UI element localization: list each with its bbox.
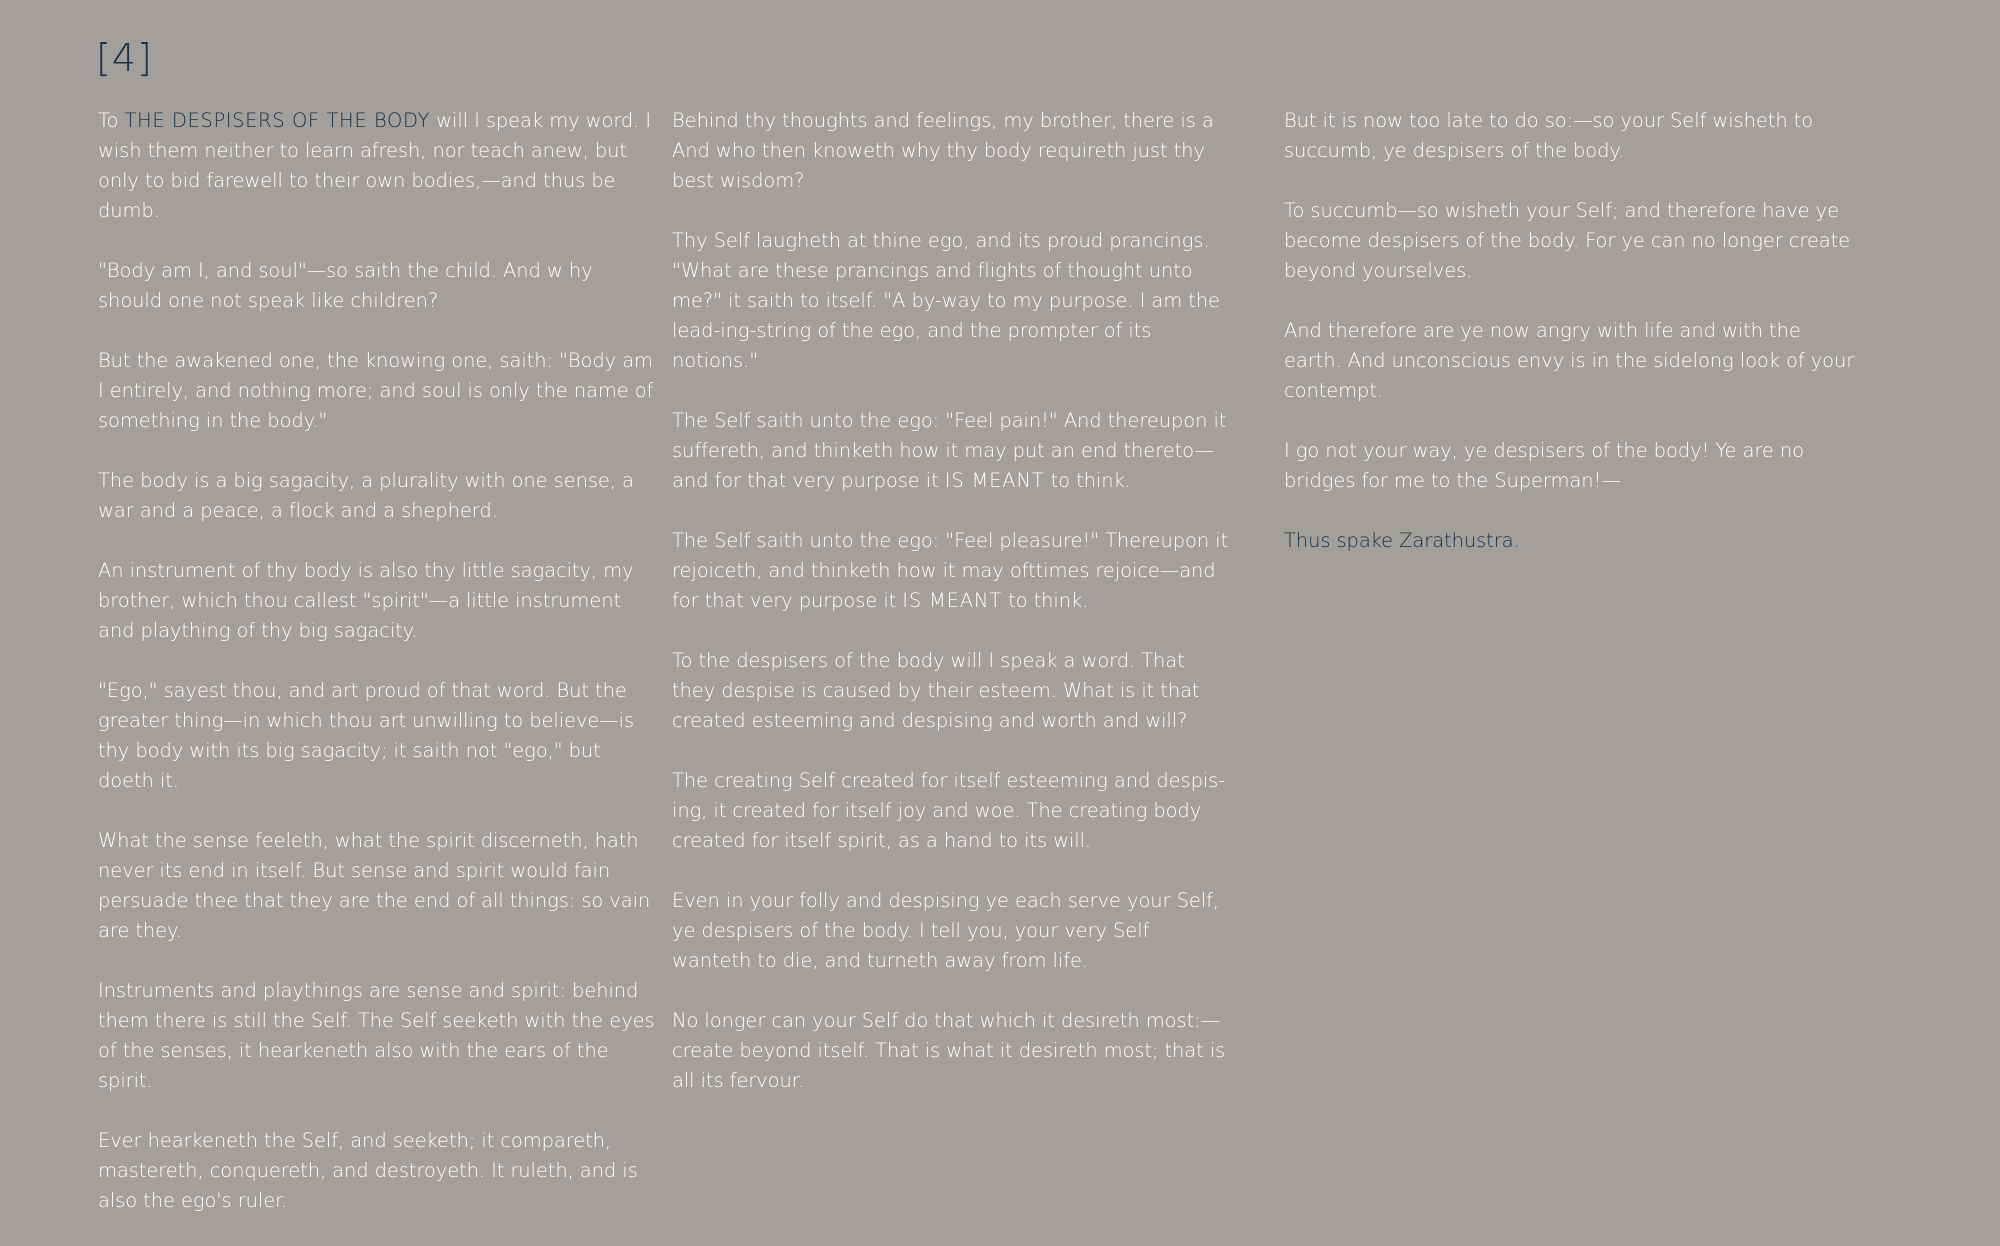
paragraph: The creating Self created for itself esteeming and despis-ing, it created for itself joy and woe. The creating body created for itself spirit, as a hand to its will. [672, 769, 1226, 852]
paragraph-text: to think. [1044, 469, 1131, 492]
paragraph-text: will I speak my word. I wish them neither to learn afresh, nor teach anew, but only to bid farewell to their own bodies,—and thus be dumb. [98, 109, 652, 222]
paragraph: But it is now too late to do so:—so your Self wisheth to succumb, ye despisers of the body. [1284, 109, 1814, 162]
chapter-title-highlight: THE DESPISERS OF THE BODY [124, 109, 431, 132]
emphasis-text: IS MEANT [902, 589, 1003, 612]
paragraph-text: The Self saith unto the ego: "Feel pain!" And thereupon it suffereth, and thinketh how it may put an end thereto—and for that very purpose it [672, 409, 1227, 492]
paragraph-text: The Self saith unto the ego: "Feel pleasure!" Thereupon it rejoiceth, and thinketh how it may ofttimes rejoice—and for that very purpose it [672, 529, 1229, 612]
paragraph: "Body am I, and soul"—so saith the child. And w hy should one not speak like children? [98, 259, 593, 312]
paragraph: Ever hearkeneth the Self, and seeketh; it compareth, mastereth, conquereth, and destroyeth. It ruleth, and is also the ego's ruler. [98, 1129, 638, 1212]
paragraph [672, 406, 1232, 496]
paragraph-text: to think. [1002, 589, 1089, 612]
closing-signature: Thus spake Zarathustra. [1284, 529, 1520, 552]
page-number: [4] [96, 36, 153, 80]
paragraph: What the sense feeleth, what the spirit discerneth, hath never its end in itself. But sense and spirit would fain persuade thee that they are the end of all things: so vain are they. [98, 829, 651, 942]
paragraph [672, 526, 1232, 616]
paragraph: An instrument of thy body is also thy little sagacity, my brother, which thou callest "spirit"—a little instrument and plaything of thy big sagacity. [98, 559, 634, 642]
paragraph: I go not your way, ye despisers of the body! Ye are no bridges for me to the Superman!— [1284, 439, 1804, 492]
emphasis-text: IS MEANT [944, 469, 1045, 492]
paragraph: The body is a big sagacity, a plurality with one sense, a war and a peace, a flock and a shepherd. [98, 469, 634, 522]
text-column-1 [98, 106, 658, 1246]
paragraph: "Ego," sayest thou, and art proud of that word. But the greater thing—in which thou art unwilling to believe—is thy body with its big sagacity; it saith not "ego," but doeth it. [98, 679, 635, 792]
paragraph: Behind thy thoughts and feelings, my brother, there is a And who then knoweth why thy body requireth just thy best wisdom? [672, 109, 1214, 192]
paragraph: And therefore are ye now angry with life and with the earth. And unconscious envy is in the sidelong look of your contempt. [1284, 319, 1855, 402]
paragraph [98, 106, 658, 226]
paragraph: Even in your folly and despising ye each serve your Self, ye despisers of the body. I tell you, your very Self wanteth to die, and turneth away from life. [672, 889, 1219, 972]
paragraph: Thy Self laugheth at thine ego, and its proud prancings. "What are these prancings and flights of thought unto me?" it saith to itself. "A by-way to my purpose. I am the lead-ing-string of the ego, and the prompter of its notions." [672, 229, 1220, 372]
paragraph: No longer can your Self do that which it desireth most:—create beyond itself. That is what it desireth most; that is all its fervour. [672, 1009, 1226, 1092]
paragraph: To succumb—so wisheth your Self; and therefore have ye become despisers of the body. For ye can no longer create beyond yourselves. [1284, 199, 1851, 282]
paragraph: To the despisers of the body will I speak a word. That they despise is caused by their esteem. What is it that created esteeming and despising and worth and will? [672, 649, 1200, 732]
paragraph: But the awakened one, the knowing one, saith: "Body am I entirely, and nothing more; and soul is only the name of something in the body." [98, 349, 654, 432]
paragraph: Instruments and playthings are sense and spirit: behind them there is still the Self. The Self seeketh with the eyes of the senses, it hearkeneth also with the ears of the spirit. [98, 979, 655, 1092]
paragraph-text: To [98, 109, 125, 132]
text-column-2 [672, 106, 1232, 1126]
text-column-3 [1284, 106, 1864, 586]
